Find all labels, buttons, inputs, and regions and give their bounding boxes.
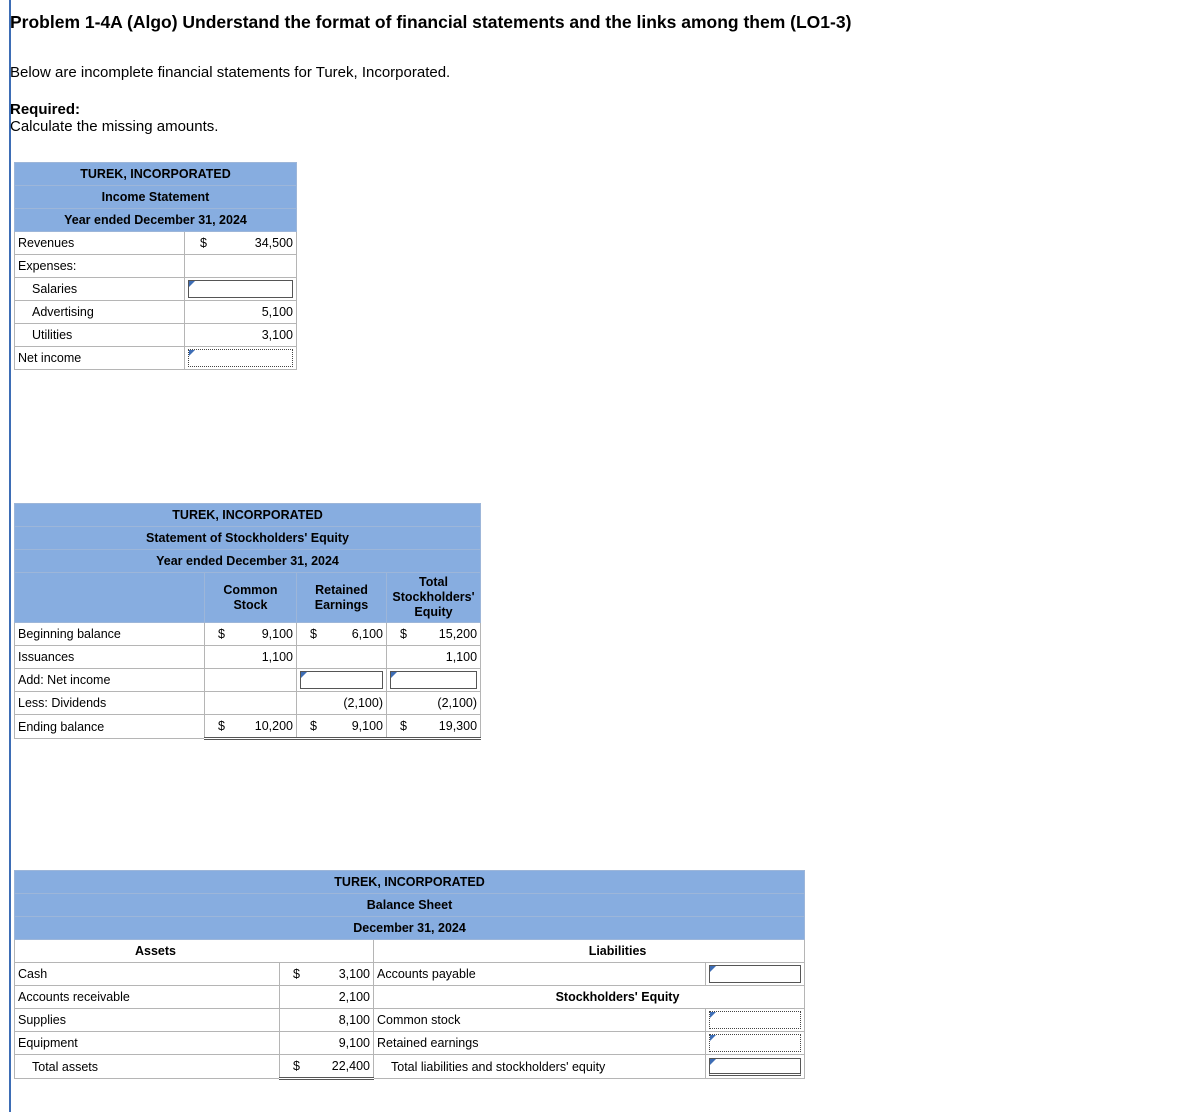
beginning-common: 9,100: [261, 627, 293, 641]
equipment-value: 9,100: [280, 1032, 374, 1055]
salaries-label: Salaries: [15, 278, 185, 301]
total-assets-value: 22,400: [331, 1059, 370, 1073]
income-statement-table: [14, 162, 297, 370]
ending-retained: 9,100: [351, 719, 383, 733]
total-assets-label: Total assets: [15, 1055, 280, 1079]
currency-sign: $: [218, 627, 225, 641]
currency-sign: $: [218, 719, 225, 733]
income-period: Year ended December 31, 2024: [15, 209, 297, 232]
equity-title: Statement of Stockholders' Equity: [15, 527, 481, 550]
total-liabilities-equity-input[interactable]: [709, 1058, 801, 1076]
balance-period: December 31, 2024: [15, 917, 805, 940]
common-stock-input[interactable]: [709, 1011, 801, 1029]
utilities-value: 3,100: [185, 324, 297, 347]
cash-label: Cash: [15, 963, 280, 986]
issuances-common: 1,100: [205, 646, 297, 669]
required-text: Calculate the missing amounts.: [10, 118, 219, 135]
balance-sheet-table: [14, 870, 805, 1080]
equity-statement-table: [14, 503, 481, 740]
income-title: Income Statement: [15, 186, 297, 209]
income-company: TUREK, INCORPORATED: [15, 163, 297, 186]
balance-company: TUREK, INCORPORATED: [15, 871, 805, 894]
currency-sign: $: [310, 719, 317, 733]
utilities-label: Utilities: [15, 324, 185, 347]
required-label: Required:: [10, 101, 81, 118]
beginning-retained: 6,100: [351, 627, 383, 641]
accounts-payable-input[interactable]: [709, 965, 801, 983]
equity-company: TUREK, INCORPORATED: [15, 504, 481, 527]
currency-sign: $: [293, 967, 300, 981]
issuances-total: 1,100: [387, 646, 481, 669]
supplies-value: 8,100: [280, 1009, 374, 1032]
col-common-stock: Common Stock: [205, 573, 297, 623]
revenues-value: 34,500: [254, 236, 293, 250]
net-income-total-input[interactable]: [390, 671, 477, 689]
accounts-payable-label: Accounts payable: [374, 963, 706, 986]
problem-title: Problem 1-4A (Algo) Understand the format of financial statements and the links among them (LO1-3): [10, 12, 852, 32]
dividends-total: (2,100): [387, 692, 481, 715]
intro-text: Below are incomplete financial statements for Turek, Incorporated.: [10, 64, 451, 81]
col-total-equity: Total Stockholders' Equity: [387, 573, 481, 623]
cash-value: 3,100: [338, 967, 370, 981]
beginning-total: 15,200: [438, 627, 478, 641]
assets-header: Assets: [15, 940, 374, 963]
supplies-label: Supplies: [15, 1009, 280, 1032]
total-liabilities-equity-label: Total liabilities and stockholders' equity: [374, 1055, 706, 1079]
ending-common: 10,200: [254, 719, 293, 733]
advertising-label: Advertising: [15, 301, 185, 324]
dividends-label: Less: Dividends: [15, 692, 205, 715]
currency-sign: $: [310, 627, 317, 641]
left-margin-rule: [9, 0, 11, 1112]
add-net-income-label: Add: Net income: [15, 669, 205, 692]
common-stock-label: Common stock: [374, 1009, 706, 1032]
dividends-retained: (2,100): [297, 692, 387, 715]
revenues-label: Revenues: [15, 232, 185, 255]
currency-sign: $: [400, 719, 407, 733]
liabilities-header: Liabilities: [374, 940, 805, 963]
expenses-label: Expenses:: [15, 255, 185, 278]
currency-sign: $: [293, 1059, 300, 1073]
ending-balance-label: Ending balance: [15, 715, 205, 739]
currency-sign: $: [200, 236, 207, 250]
issuances-label: Issuances: [15, 646, 205, 669]
net-income-retained-input[interactable]: [300, 671, 383, 689]
beginning-balance-label: Beginning balance: [15, 623, 205, 646]
balance-title: Balance Sheet: [15, 894, 805, 917]
col-retained-earnings: Retained Earnings: [297, 573, 387, 623]
retained-earnings-input[interactable]: [709, 1034, 801, 1052]
net-income-input[interactable]: [188, 349, 293, 367]
salaries-input[interactable]: [188, 280, 293, 298]
net-income-label: Net income: [15, 347, 185, 370]
ending-total: 19,300: [438, 719, 478, 733]
stockholders-equity-header: Stockholders' Equity: [374, 986, 805, 1009]
accounts-receivable-label: Accounts receivable: [15, 986, 280, 1009]
advertising-value: 5,100: [185, 301, 297, 324]
accounts-receivable-value: 2,100: [280, 986, 374, 1009]
equipment-label: Equipment: [15, 1032, 280, 1055]
equity-period: Year ended December 31, 2024: [15, 550, 481, 573]
currency-sign: $: [400, 627, 407, 641]
retained-earnings-label: Retained earnings: [374, 1032, 706, 1055]
